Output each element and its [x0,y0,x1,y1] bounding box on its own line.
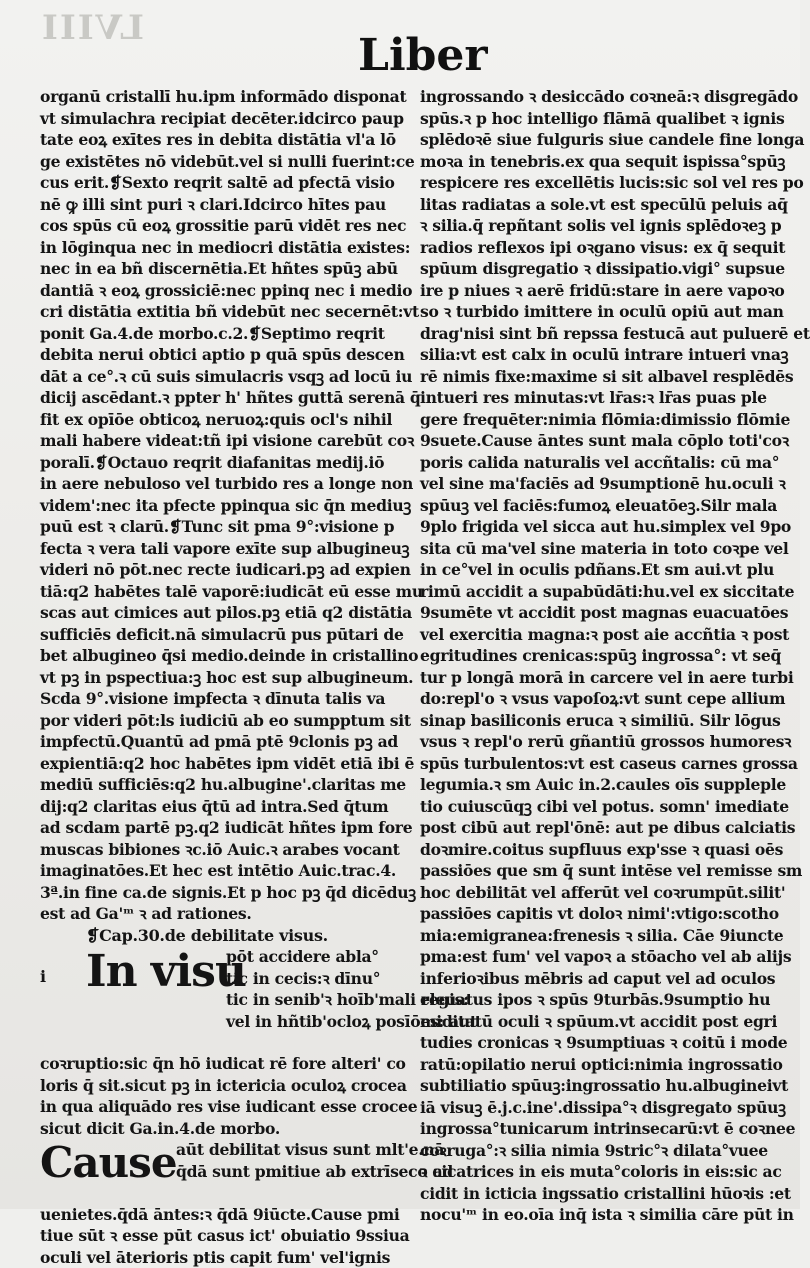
text-line: ad scdam partē pꝫ.q2 iudicāt hñtes ipm fore [40,817,412,839]
text-line: ponit Ga.4.de morbo.c.2.❡Septimo reqrit [40,323,412,345]
text-line: ingrossando ꝛ desiccādo coꝛneā:ꝛ disgregādo [420,86,772,108]
text-line: doꝛmire.coitus supfluus exp'sse ꝛ quasi oēs [420,839,772,861]
text-line: nē ꝙ illi sint puri ꝛ clari.Idcirco hītes pau [40,194,412,216]
initial-section [40,946,412,1053]
left-column [40,86,412,1268]
text-line: iā visuꝫ ē.j.c.ine'.dissipa°ꝛ disgregato spūuꝫ [420,1097,772,1119]
text-line: mia:emigranea:frenesis ꝛ silia. Cāe 9iuncte [420,925,772,947]
text-line: litas radiatas a sole.vt est specūlū peluis aq̄ [420,194,772,216]
text-line: uenietes.q̄dā āntes:ꝛ q̄dā 9iūcte.Cause pmi [40,1204,412,1226]
text-line: spūum disgregatio ꝛ dissipatio.vigi° supsue [420,258,772,280]
causes-initial-word: Cause [40,1141,177,1185]
text-line: videm':nec ita pfecte ppinqua sic q̄n mediuꝫ [40,495,412,517]
text-line: silia:vt est calx in oculū intrare intueri vnaꝫ [420,344,772,366]
text-line: vel sine ma'faciēs ad 9sumptionē hu.oculi ꝛ [420,473,772,495]
text-line: dij:q2 claritas eius q̄tū ad intra.Sed q̄tum [40,796,412,818]
text-line: poris calida naturalis vel accñtalis: cū ma° [420,452,772,474]
text-line: respicere res excellētis lucis:sic sol vel res po [420,172,772,194]
text-line: 3ª.in fine ca.de signis.Et p hoc pꝫ q̄d dicēduꝫ [40,882,412,904]
left-text-bottom [40,1204,412,1268]
text-line: spūs turbulentos:vt est caseus carnes grossa [420,753,772,775]
text-line: por videri pōt:ls iudiciū ab eo sumpptum sit [40,710,412,732]
text-line: in aere nebuloso vel turbido res a longe non [40,473,412,495]
text-line: radios reflexos ipi oꝛgano visus: ex q̄ sequit [420,237,772,259]
text-line: sinap basiliconis eruca ꝛ similiū. Silr lōgus [420,710,772,732]
text-line: tiā:q2 habētes talē vaporē:iudicāt eū esse mu [40,581,412,603]
text-line: passiōes que sm q̄ sunt intēse vel remisse sm [420,860,772,882]
text-line: tur p longā morā in carcere vel in aere turbi [420,667,772,689]
text-line: in ce°vel in oculis pdñans.Et sm aui.vt plu [420,559,772,581]
text-line: rimū accidit a supabūdāti:hu.vel ex siccitate [420,581,772,603]
text-line: eleuatus ipos ꝛ spūs 9turbās.9sumptio hu [420,989,772,1011]
text-line: expientiā:q2 hoc habētes ipm vidēt etiā ibi ē [40,753,412,775]
text-line: organū cristallī hu.ipm informādo disponat [40,86,412,108]
text-line: spūs.ꝛ p hoc intelligo flāmā qualibet ꝛ ignis [420,108,772,130]
text-line: hoc debilitāt vel afferūt vel coꝛrumpūt.silit' [420,882,772,904]
text-line: mali habere videat:tñ ipi visione carebūt coꝛ [40,430,412,452]
text-line: q̄dā sunt pmitiue ab extrīseco ad [176,1161,416,1183]
text-line: est ad Ga'ᵐ ꝛ ad rationes. [40,903,412,925]
show-through-text: LVIII [40,8,144,48]
text-line: ingrossa°tunicarum intrinsecarū:vt ē coꝛnee [420,1118,772,1140]
text-line: coꝛruga°:ꝛ silia nimia 9stric°ꝛ dilata°vuee [420,1140,772,1162]
text-line: scas aut cimices aut pilos.pꝫ etiā q2 distātia [40,602,412,624]
text-line: ꝛ silia.q̄ repñtant solis vel ignis splēdoꝛeꝫ p [420,215,772,237]
text-line: cus erit.❡Sexto reqrit saltē ad pfectā visio [40,172,412,194]
text-line: sita cū ma'vel sine materia in toto coꝛpe vel [420,538,772,560]
text-line: cidit in icticia ingssatio cristallini hūoꝛis :et [420,1183,772,1205]
running-head: Liber [358,34,488,78]
right-column [420,86,772,1226]
text-line: tio cuiuscūqꝫ cibi vel potus. somn' imediate [420,796,772,818]
text-line: vsus ꝛ repl'o rerū gñantiū grossos humoresꝛ [420,731,772,753]
text-line: pma:est fum' vel vapoꝛ a stōacho vel ab alijs [420,946,772,968]
text-line: ge existētes nō videbūt.vel si nulli fuerint:ce [40,151,412,173]
text-line: legumia.ꝛ sm Auic in.2.caules oīs suppleple [420,774,772,796]
text-line: inferioꝛibus mēbris ad caput vel ad oculos [420,968,772,990]
text-line: ꝛ cicatrices in eis muta°coloris in eis:sic ac [420,1161,772,1183]
text-line: drag'nisi sint bñ repssa festucā aut puluerē et [420,323,772,345]
text-line: tudies cronicas ꝛ 9sumptiuas ꝛ coitū i mode [420,1032,772,1054]
causes-section [40,1139,412,1204]
text-line: poralī.❡Octauo reqrit diafanitas medij.iō [40,452,412,474]
text-line: nec in ea bñ discernētia.Et hñtes spūꝫ abū [40,258,412,280]
text-line: cos spūs cū eoꝝ grossitie parū vidēt res nec [40,215,412,237]
text-line: 9sumēte vt accidit post magnas euacuatōes [420,602,772,624]
text-line: spūuꝫ vel faciēs:fumoꝝ eleuatōeꝫ.Silr mala [420,495,772,517]
text-line: moꝛa in tenebris.ex qua sequit ispissa°spūꝫ [420,151,772,173]
text-line: ratū:opilatio nerui optici:nimia ingrossatio [420,1054,772,1076]
text-line: ire p niues ꝛ aerē fridū:stare in aere vapoꝛo [420,280,772,302]
text-line: imaginatōes.Et hec est intētio Auic.trac.4. [40,860,412,882]
text-line: tate eoꝝ exītes res in debita distātia vl'a lō [40,129,412,151]
text-line: miditatū oculi ꝛ spūum.vt accidit post egri [420,1011,772,1033]
text-line: do:repl'o ꝛ vsus vapoſoꝝ:vt sunt cepe allium [420,688,772,710]
text-line: post cibū aut repl'ōnē: aut pe dibus calciatis [420,817,772,839]
left-text-mid [40,1053,412,1139]
drop-initial-word: In visu [86,946,246,998]
text-line: in lōginqua nec in mediocri distātia existes: [40,237,412,259]
text-line: tiue sūt ꝛ esse pūt casus ict' obuiatio 9ssiua [40,1225,412,1247]
text-line: gere frequēter:nimia flōmia:dimissio flōmie [420,409,772,431]
text-line: oculi vel āterioris ptis capit fum' vel'ignis [40,1247,412,1268]
text-line: fecta ꝛ vera tali vapore exīte sup albugineuꝫ [40,538,412,560]
text-line: puū est ꝛ clarū.❡Tunc sit pma 9°:visione p [40,516,412,538]
text-line: impfectū.Quantū ad pmā ptē 9clonis pꝫ ad [40,731,412,753]
text-line: dicij ascēdant.ꝛ ppter h' hñtes guttā serenā q̄ [40,387,412,409]
text-line: nocu'ᵐ in eo.oīa inq̄ ista ꝛ similia cāre pūt in [420,1204,772,1226]
text-line: loris q̄ sit.sicut pꝫ in ictericia oculoꝝ crocea [40,1075,412,1097]
text-line: cri distātia extitia bñ videbūt nec secernēt:vt [40,301,412,323]
drop-initial-lines [226,946,416,1032]
chapter-heading: ❡Cap.30.de debilitate visus. [40,925,412,947]
text-line: tic in cecis:ꝛ dīnu° [226,968,416,990]
margin-note: i [40,966,46,988]
text-line: intueri res minutas:vt lr̄as:ꝛ lr̄as puas ple [420,387,772,409]
text-line: splēdoꝛē siue fulguris siue candele fine longa [420,129,772,151]
text-line: subtiliatio spūuꝫ:ingrossatio hu.albugineivt [420,1075,772,1097]
text-line: vel in hñtib'ocloꝝ posīōes: aut [226,1011,416,1033]
text-line: fit ex opīōe obticoꝝ neruoꝝ:quis ocl's nihil [40,409,412,431]
text-line: sicut dicit Ga.in.4.de morbo. [40,1118,412,1140]
text-line: videri nō pōt.nec recte iudicari.pꝫ ad expien [40,559,412,581]
text-line: bet albugineo q̄si medio.deinde in cristallino [40,645,412,667]
text-line: aūt debilitat visus sunt mlt'e.nā [176,1139,416,1161]
text-line: in qua aliquādo res vise iudicant esse crocee [40,1096,412,1118]
text-line: rē nimis fixe:maxime si sit albavel resplēdēs [420,366,772,388]
text-line: tic in senib'ꝛ hoīb'mali regis: [226,989,416,1011]
text-line: vel exercitia magna:ꝛ post aie accñtia ꝛ post [420,624,772,646]
text-line: vt pꝫ in pspectiua:ꝫ hoc est sup albugineum. [40,667,412,689]
text-line: Scda 9°.visione impfecta ꝛ dīnuta talis va [40,688,412,710]
text-line: dantiā ꝛ eoꝝ grossiciē:nec ppinq nec i medio [40,280,412,302]
text-line: 9plo frigida vel sicca aut hu.simplex vel 9po [420,516,772,538]
text-line: mediū sufficiēs:q2 hu.albugine'.claritas me [40,774,412,796]
text-line: coꝛruptio:sic q̄n hō iudicat rē fore alteri' co [40,1053,412,1075]
text-line: debita nerui obtici aptio p quā spūs descen [40,344,412,366]
text-line: vt simulachra recipiat decēter.idcirco paup [40,108,412,130]
text-line: passiōes capitis vt doloꝛ nimi':vtigo:scotho [420,903,772,925]
text-line: sufficiēs deficit.nā simulacrū pus pūtari de [40,624,412,646]
text-line: pōt accidere abla° [226,946,416,968]
text-line: 9suete.Cause āntes sunt mala cōplo toti'coꝛ [420,430,772,452]
causes-lines [176,1139,416,1182]
text-line: egritudines crenicas:spūꝫ ingrossa°: vt seq̄ [420,645,772,667]
text-line: dāt a ce°.ꝛ cū suis simulacris vsqꝫ ad locū iu [40,366,412,388]
text-line: muscas bibiones ꝛc.iō Auic.ꝛ arabes vocant [40,839,412,861]
right-text [420,86,772,1226]
left-text-top [40,86,412,925]
text-line: so ꝛ turbido imittere in oculū opiū aut man [420,301,772,323]
